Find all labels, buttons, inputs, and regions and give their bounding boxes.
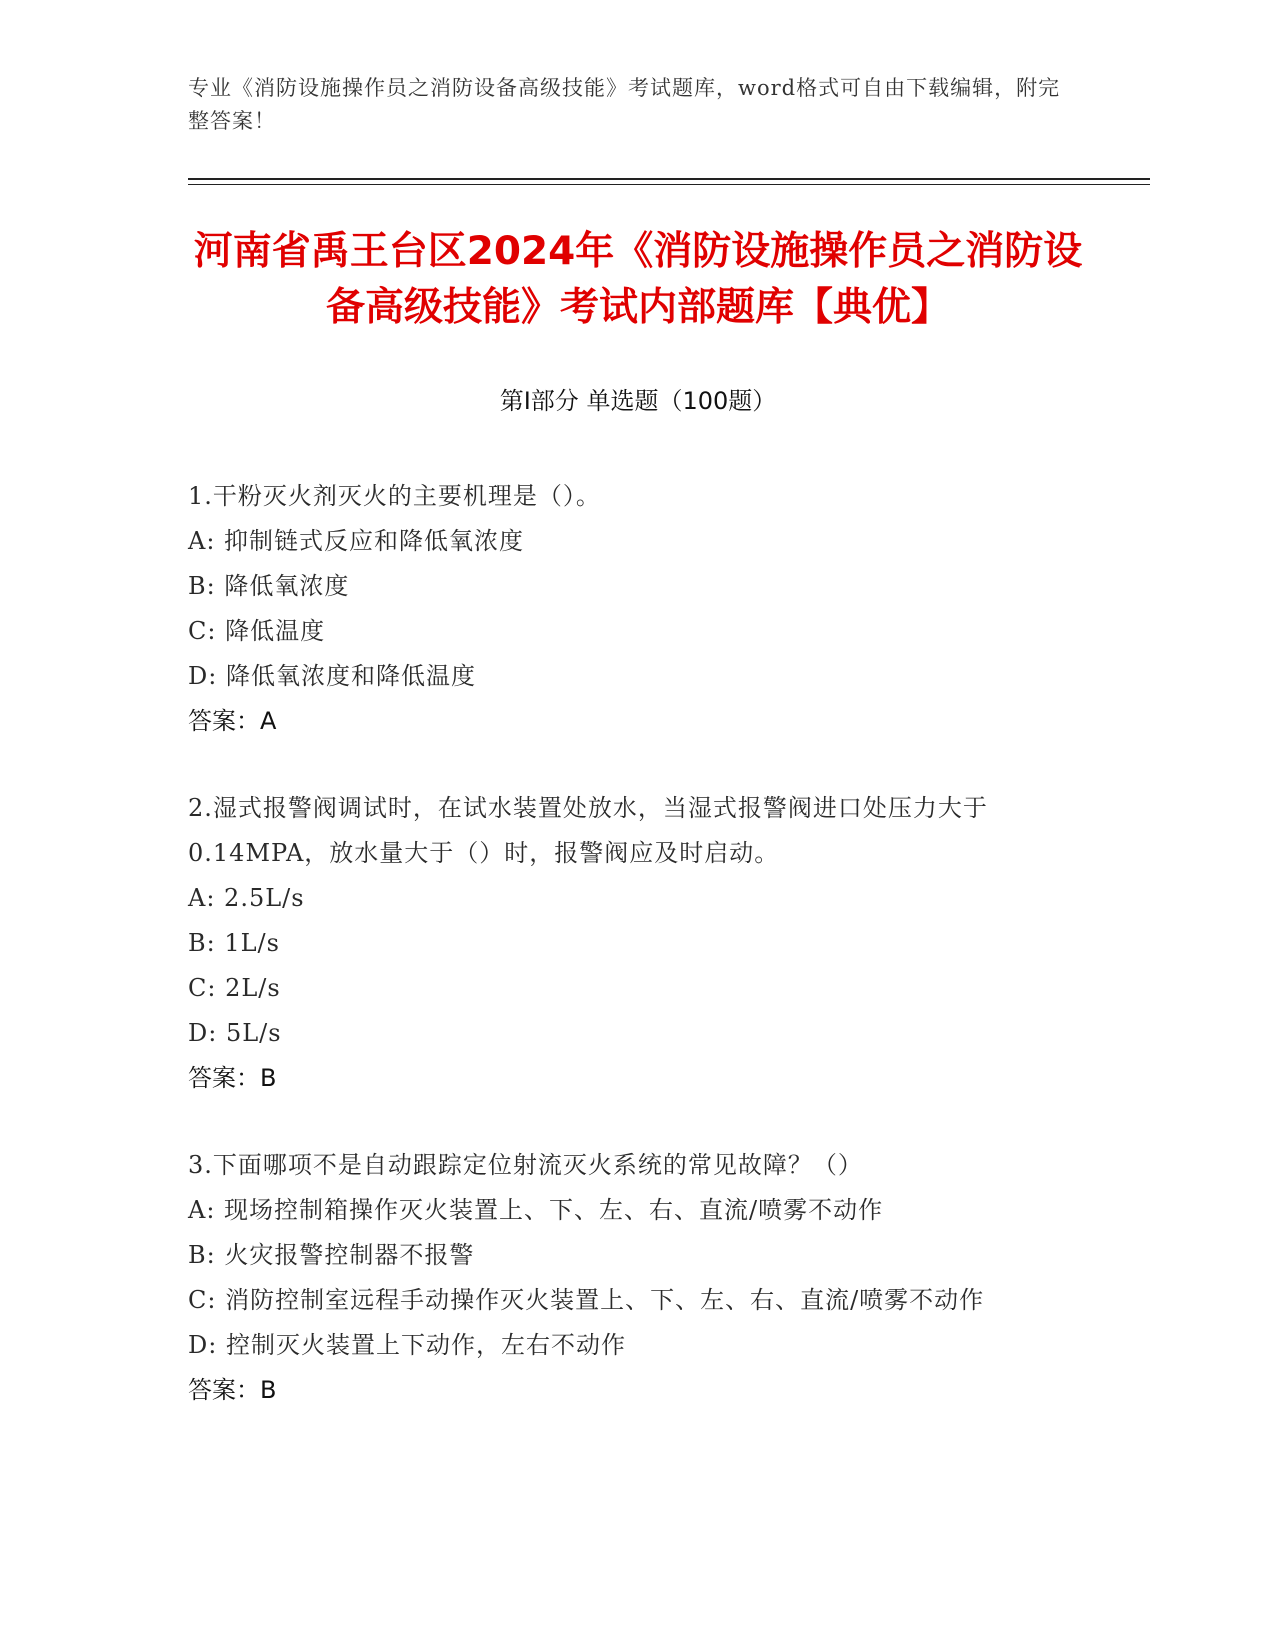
document-title: 河南省禹王台区2024年《消防设施操作员之消防设备高级技能》考试内部题库【典优】 <box>193 229 1083 330</box>
option-d: D: 控制灭火装置上下动作，左右不动作 <box>188 1331 626 1359</box>
question-list <box>188 474 1068 1455</box>
option-c: C: 消防控制室远程手动操作灭火装置上、下、左、右、直流/喷雾不动作 <box>188 1286 985 1314</box>
answer: 答案：B <box>188 1376 277 1404</box>
option-a: A: 抑制链式反应和降低氧浓度 <box>188 527 525 555</box>
question-2 <box>188 786 1068 1101</box>
option-d: D: 降低氧浓度和降低温度 <box>188 662 476 690</box>
question-stem: 1.干粉灭火剂灭火的主要机理是（）。 <box>188 482 601 510</box>
section-heading: 第I部分 单选题（100题） <box>499 387 777 415</box>
option-b: B: 火灾报警控制器不报警 <box>188 1241 475 1269</box>
header-rule-thin <box>188 184 1150 185</box>
question-stem: 3.下面哪项不是自动跟踪定位射流灭火系统的常见故障？（） <box>188 1151 863 1179</box>
option-b: B: 降低氧浓度 <box>188 572 350 600</box>
question-1 <box>188 474 1068 744</box>
header-note: 专业《消防设施操作员之消防设备高级技能》考试题库，word格式可自由下载编辑，附完整答案！ <box>188 76 1061 133</box>
question-stem: 2.湿式报警阀调试时，在试水装置处放水，当湿式报警阀进口处压力大于0.14MPA，放水量大于（）时，报警阀应及时启动。 <box>188 794 988 867</box>
question-3 <box>188 1143 1068 1413</box>
option-c: C: 2L/s <box>188 974 281 1002</box>
option-a: A: 现场控制箱操作灭火装置上、下、左、右、直流/喷雾不动作 <box>188 1196 884 1224</box>
option-d: D: 5L/s <box>188 1019 282 1047</box>
option-c: C: 降低温度 <box>188 617 326 645</box>
option-a: A: 2.5L/s <box>188 884 305 912</box>
answer: 答案：B <box>188 1064 277 1092</box>
option-b: B: 1L/s <box>188 929 280 957</box>
answer: 答案：A <box>188 707 277 735</box>
header-rule-thick <box>188 178 1150 180</box>
